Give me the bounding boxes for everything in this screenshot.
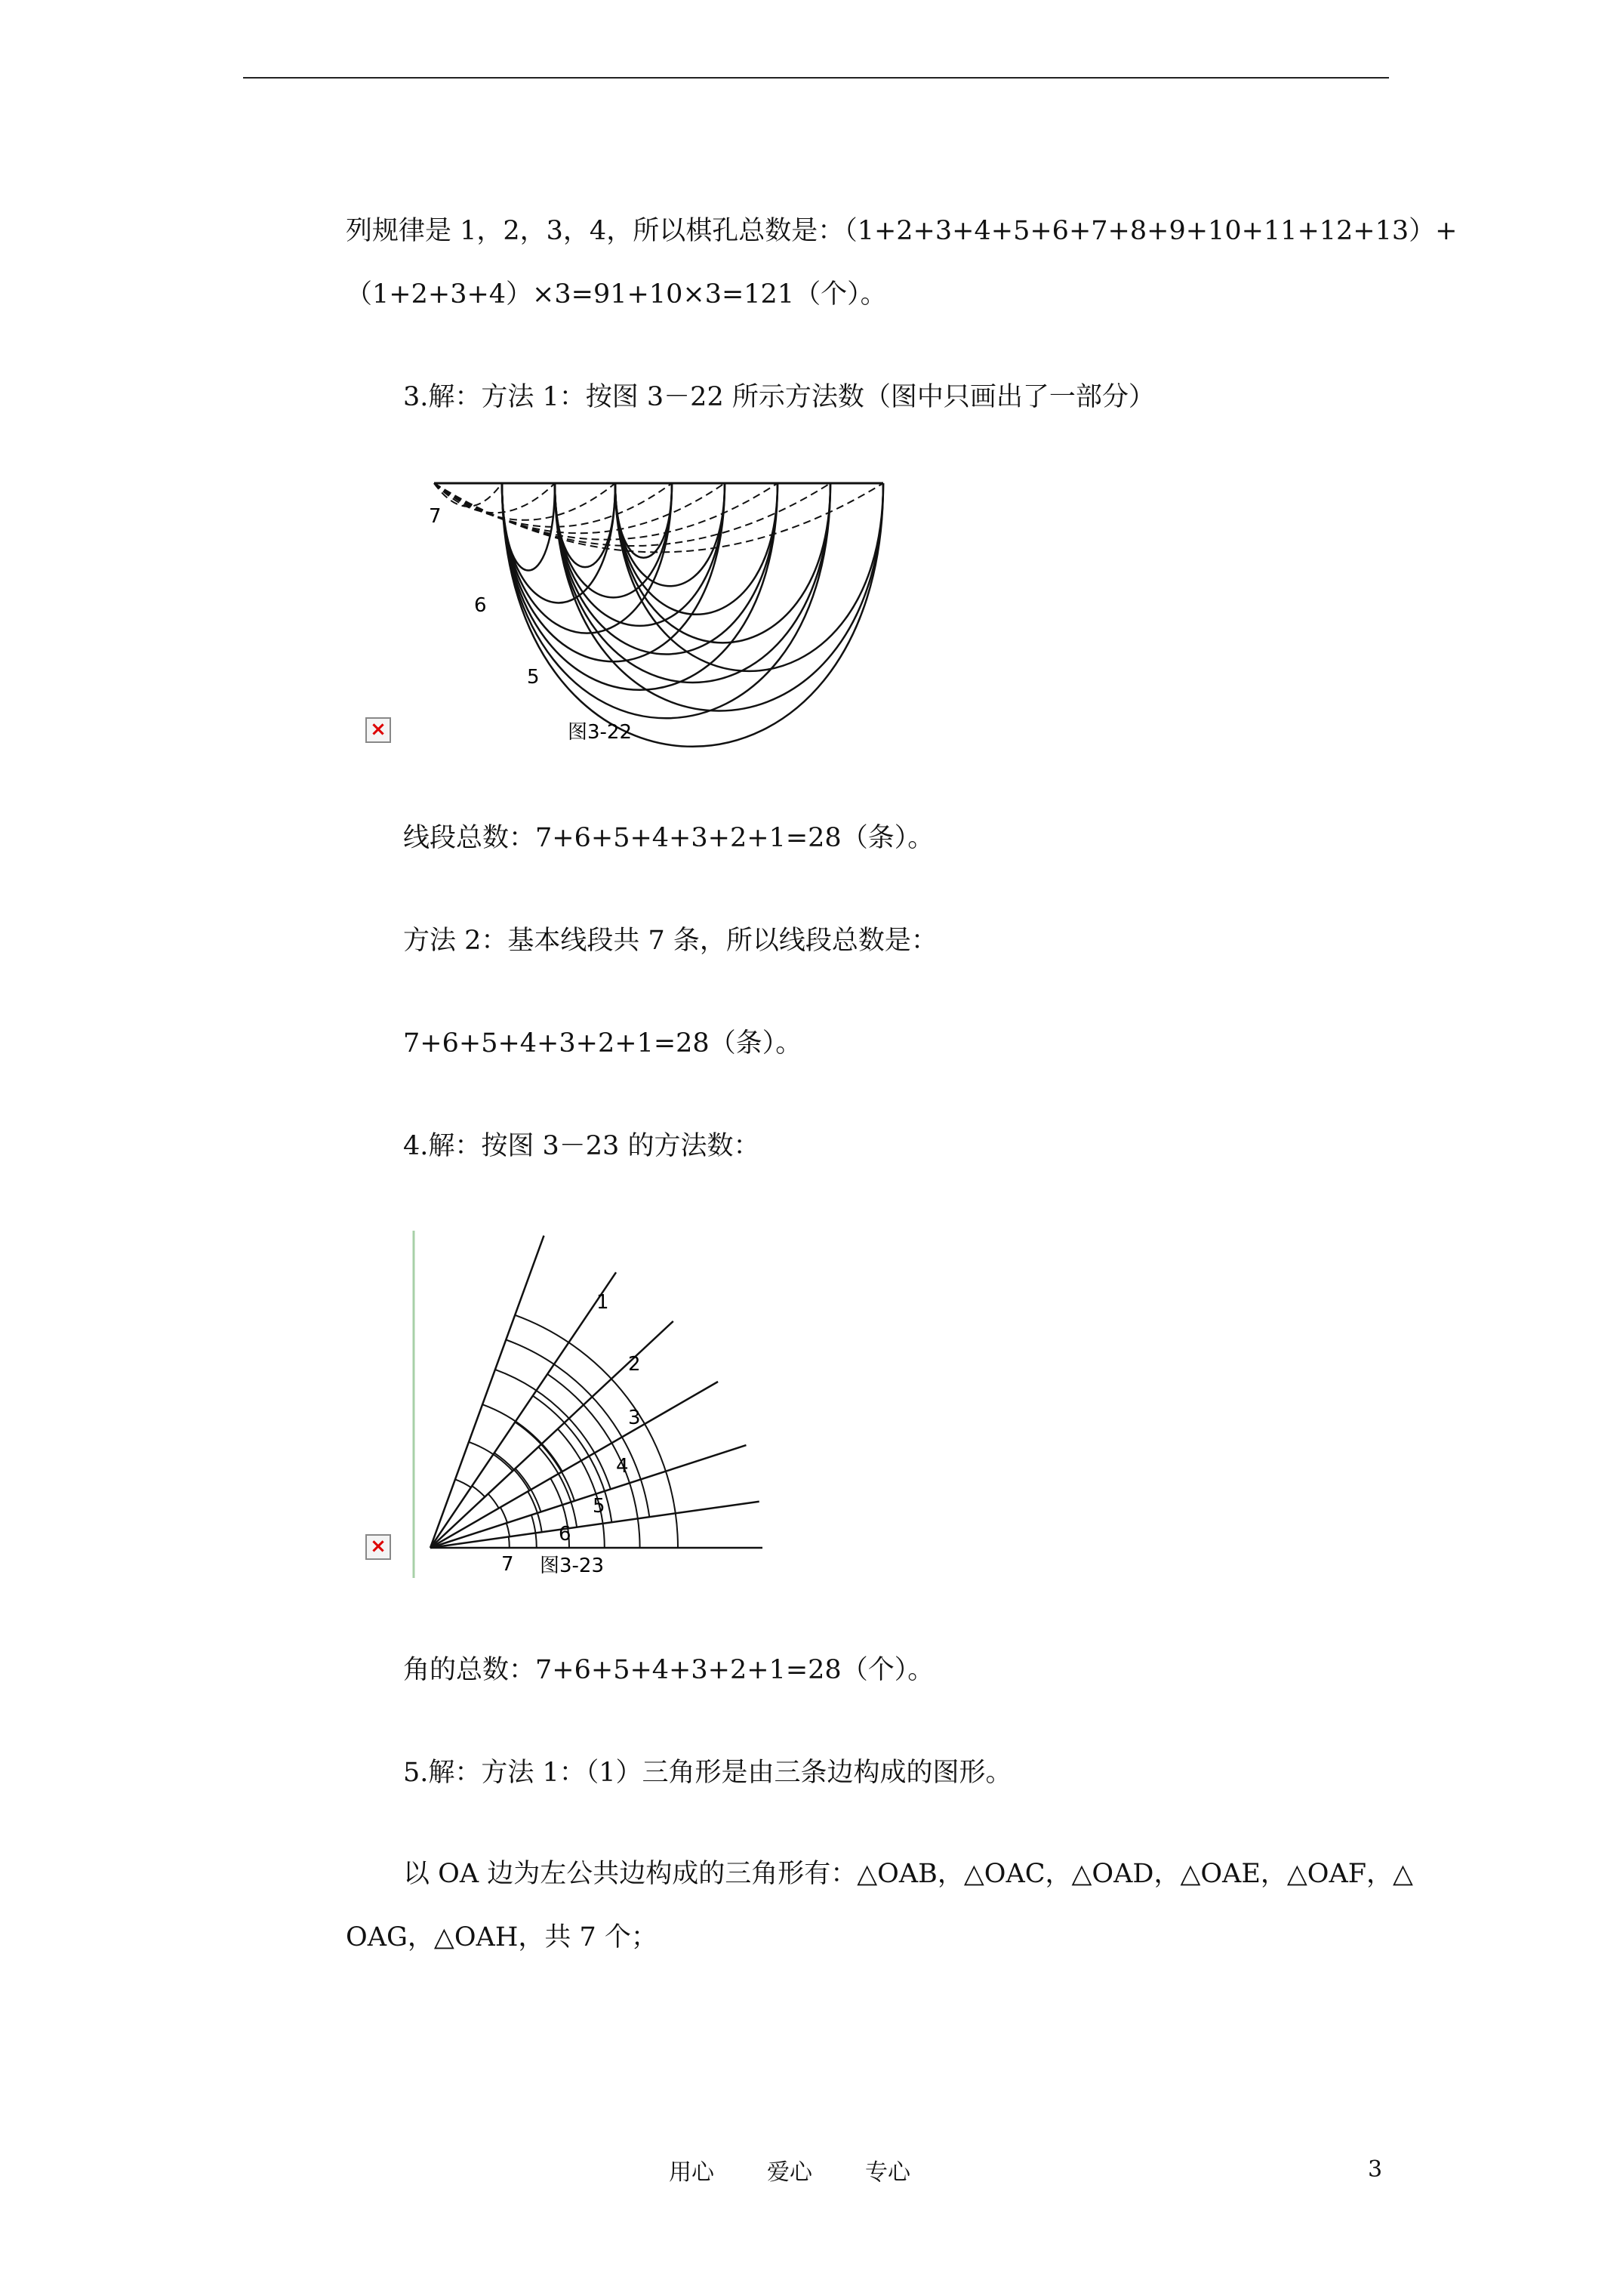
figure-arc bbox=[472, 1486, 485, 1497]
figure-label: 4 bbox=[616, 1455, 629, 1478]
broken-image-icon: × bbox=[365, 717, 391, 743]
figure-label: 6 bbox=[474, 594, 487, 617]
figure-label: 1 bbox=[596, 1291, 609, 1314]
footer-motto: 专心 bbox=[865, 2159, 910, 2186]
figure-label: 7 bbox=[429, 505, 442, 528]
figure-label: 5 bbox=[527, 666, 540, 689]
paragraph: 方法 2：基本线段共 7 条，所以线段总数是： bbox=[403, 926, 938, 956]
figure-label: 5 bbox=[593, 1495, 605, 1518]
figure-ray bbox=[430, 1445, 746, 1548]
paragraph: 5.解：方法 1：（1）三角形是由三条边构成的图形。 bbox=[403, 1758, 1012, 1788]
paragraph: 3.解：方法 1：按图 3－22 所示方法数（图中只画出了一部分） bbox=[403, 382, 1155, 412]
paragraph-line: 列规律是 1，2，3，4，所以棋孔总数是：（1+2+3+4+5+6+7+8+9+10+11+12+13）+ bbox=[346, 216, 1458, 246]
figure-caption: 图3-23 bbox=[540, 1555, 605, 1577]
figure-label: 2 bbox=[628, 1353, 641, 1376]
paragraph: 4.解：按图 3－23 的方法数： bbox=[403, 1131, 760, 1161]
broken-image-icon: × bbox=[365, 1534, 391, 1560]
figure-ray bbox=[430, 1236, 544, 1548]
paragraph: 角的总数：7+6+5+4+3+2+1=28（个）。 bbox=[403, 1655, 935, 1685]
figure-arc bbox=[502, 483, 830, 718]
figure-arc bbox=[507, 1523, 510, 1536]
paragraph: 线段总数：7+6+5+4+3+2+1=28（条）。 bbox=[403, 823, 935, 853]
figure-arc bbox=[509, 1536, 510, 1548]
footer-motto: 用心 bbox=[669, 2159, 714, 2186]
figure-ray bbox=[430, 1382, 718, 1548]
figure-caption: 图3-22 bbox=[568, 721, 633, 744]
header-rule bbox=[243, 77, 1389, 79]
figure-arc bbox=[531, 1515, 537, 1549]
page-number: 3 bbox=[1368, 2156, 1383, 2183]
figure-3-23 bbox=[408, 1231, 785, 1586]
figure-arc bbox=[488, 1494, 499, 1509]
paragraph: 7+6+5+4+3+2+1=28（条）。 bbox=[403, 1028, 802, 1059]
figure-arc bbox=[455, 1479, 471, 1487]
footer-motto: 爱心 bbox=[767, 2159, 812, 2186]
figure-arc bbox=[469, 1442, 513, 1471]
figure-arc bbox=[434, 483, 555, 513]
figure-arc bbox=[434, 483, 615, 520]
figure-3-22 bbox=[423, 468, 891, 755]
paragraph-line: OAG，△OAH，共 7 个； bbox=[346, 1922, 658, 1952]
paragraph-line: 以 OA 边为左公共边构成的三角形有：△OAB，△OAC，△OAD，△OAE，△OAF，△ bbox=[403, 1859, 1413, 1889]
figure-arc bbox=[538, 1447, 577, 1527]
figure-arc bbox=[500, 1507, 507, 1523]
figure-label: 3 bbox=[628, 1407, 641, 1429]
figure-label: 7 bbox=[501, 1553, 514, 1576]
figure-label: 6 bbox=[559, 1523, 571, 1546]
paragraph-line: （1+2+3+4）×3=91+10×3=121（个）。 bbox=[346, 279, 887, 310]
figure-arc bbox=[555, 483, 830, 683]
